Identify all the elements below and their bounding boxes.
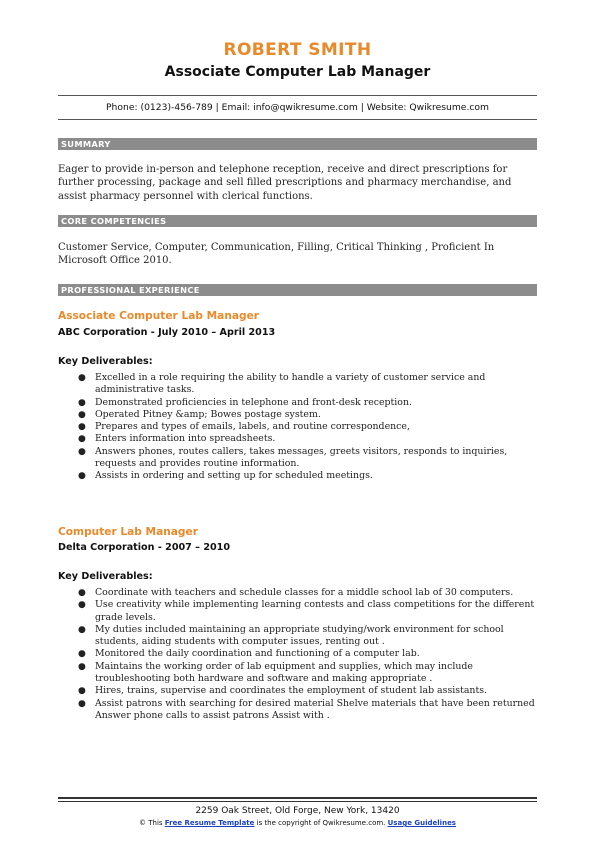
list-item — [58, 433, 540, 445]
usage-guidelines-link[interactable]: Usage Guidelines — [387, 819, 456, 827]
job-company-dates: Delta Corporation - 2007 – 2010 — [58, 542, 231, 553]
bullet-icon: ● — [78, 698, 86, 709]
bullet-icon: ● — [78, 686, 86, 697]
section-heading-summary: SUMMARY — [58, 138, 537, 150]
bullet-icon: ● — [78, 588, 86, 598]
deliverables-list — [58, 372, 540, 483]
footer-address: 2259 Oak Street, Old Forge, New York, 13420 — [195, 806, 400, 816]
header-divider-top — [58, 95, 537, 96]
bullet-text: Prepares and types of emails, labels, and routine correspondence, — [95, 421, 410, 433]
bullet-text: Answers phones, routes callers, takes messages, greets visitors, responds to inquiries, requests and provides routine information. — [95, 445, 508, 470]
key-deliverables-label: Key Deliverables: — [58, 571, 153, 582]
list-item — [58, 397, 540, 409]
key-deliverables-label: Key Deliverables: — [58, 356, 153, 367]
list-item — [58, 661, 540, 686]
footer-copyright — [0, 819, 595, 827]
bullet-text: Maintains the working order of lab equipment and supplies, which may include troubleshooting both hardware and software and making appropriate . — [95, 660, 473, 685]
list-item — [58, 685, 540, 697]
bullet-text: Monitored the daily coordination and functioning of a computer lab. — [95, 648, 420, 660]
candidate-title: Associate Computer Lab Manager — [164, 64, 431, 80]
list-item — [58, 648, 540, 660]
bullet-text: Operated Pitney &amp; Bowes postage system. — [95, 408, 321, 420]
bullet-icon: ● — [78, 446, 86, 457]
candidate-name: ROBERT SMITH — [223, 40, 372, 60]
bullet-icon: ● — [78, 422, 86, 433]
bullet-icon: ● — [78, 373, 86, 383]
list-item — [58, 624, 540, 649]
bullet-icon: ● — [78, 649, 86, 660]
list-item — [58, 698, 540, 723]
job-title: Computer Lab Manager — [58, 526, 198, 538]
section-heading-competencies: CORE COMPETENCIES — [58, 215, 537, 227]
list-item — [58, 599, 540, 624]
contact-line: Phone: (0123)-456-789 | Email: info@qwikresume.com | Website: Qwikresume.com — [106, 102, 489, 113]
summary-text: Eager to provide in-person and telephone reception, receive and direct prescriptions for further processing, package and sell filled prescriptions and pharmacy merchandise, and assist pharmacy personnel with clerical functions. — [58, 164, 512, 202]
footer-divider-thick — [58, 797, 537, 799]
job-title: Associate Computer Lab Manager — [58, 310, 260, 322]
list-item — [58, 446, 540, 471]
job-company-dates: ABC Corporation - July 2010 – April 2013 — [58, 327, 276, 338]
bullet-icon: ● — [78, 397, 86, 408]
bullet-text: Assist patrons with searching for desired material Shelve materials that have been returned Answer phone calls to assist patrons Assist with . — [95, 697, 535, 721]
bullet-text: Demonstrated proficiencies in telephone and front-desk reception. — [95, 396, 412, 408]
section-heading-experience: PROFESSIONAL EXPERIENCE — [58, 284, 537, 296]
list-item — [58, 421, 540, 433]
bullet-icon: ● — [78, 471, 86, 482]
list-item — [58, 372, 540, 397]
header-divider-bottom — [58, 119, 537, 120]
copyright-prefix: © This — [139, 819, 163, 827]
bullet-icon: ● — [78, 624, 86, 635]
bullet-text: Excelled in a role requiring the ability to handle a variety of customer service and administrative tasks. — [95, 372, 486, 396]
bullet-text: Coordinate with teachers and schedule classes for a middle school lab of 30 computers. — [95, 587, 514, 598]
competencies-text: Customer Service, Computer, Communication, Filling, Critical Thinking , Proficient In Microsoft Office 2010. — [58, 242, 495, 267]
free-resume-template-link[interactable]: Free Resume Template — [164, 819, 255, 827]
list-item — [58, 470, 540, 482]
bullet-text: My duties included maintaining an appropriate studying/work environment for school students, aiding students with computer issues, renting out . — [95, 623, 504, 648]
bullet-icon: ● — [78, 434, 86, 445]
bullet-text: Enters information into spreadsheets. — [95, 433, 276, 445]
bullet-icon: ● — [78, 661, 86, 672]
list-item — [58, 409, 540, 421]
bullet-text: Assists in ordering and setting up for scheduled meetings. — [95, 470, 373, 482]
list-item — [58, 587, 540, 599]
deliverables-list — [58, 587, 540, 722]
footer-divider-thin — [58, 801, 537, 802]
copyright-text: is the copyright of Qwikresume.com. — [256, 819, 386, 827]
bullet-text: Hires, trains, supervise and coordinates the employment of student lab assistants. — [95, 685, 488, 697]
bullet-icon: ● — [78, 600, 86, 611]
bullet-text: Use creativity while implementing learning contests and class competitions for the different grade levels. — [95, 599, 535, 623]
bullet-icon: ● — [78, 409, 86, 420]
